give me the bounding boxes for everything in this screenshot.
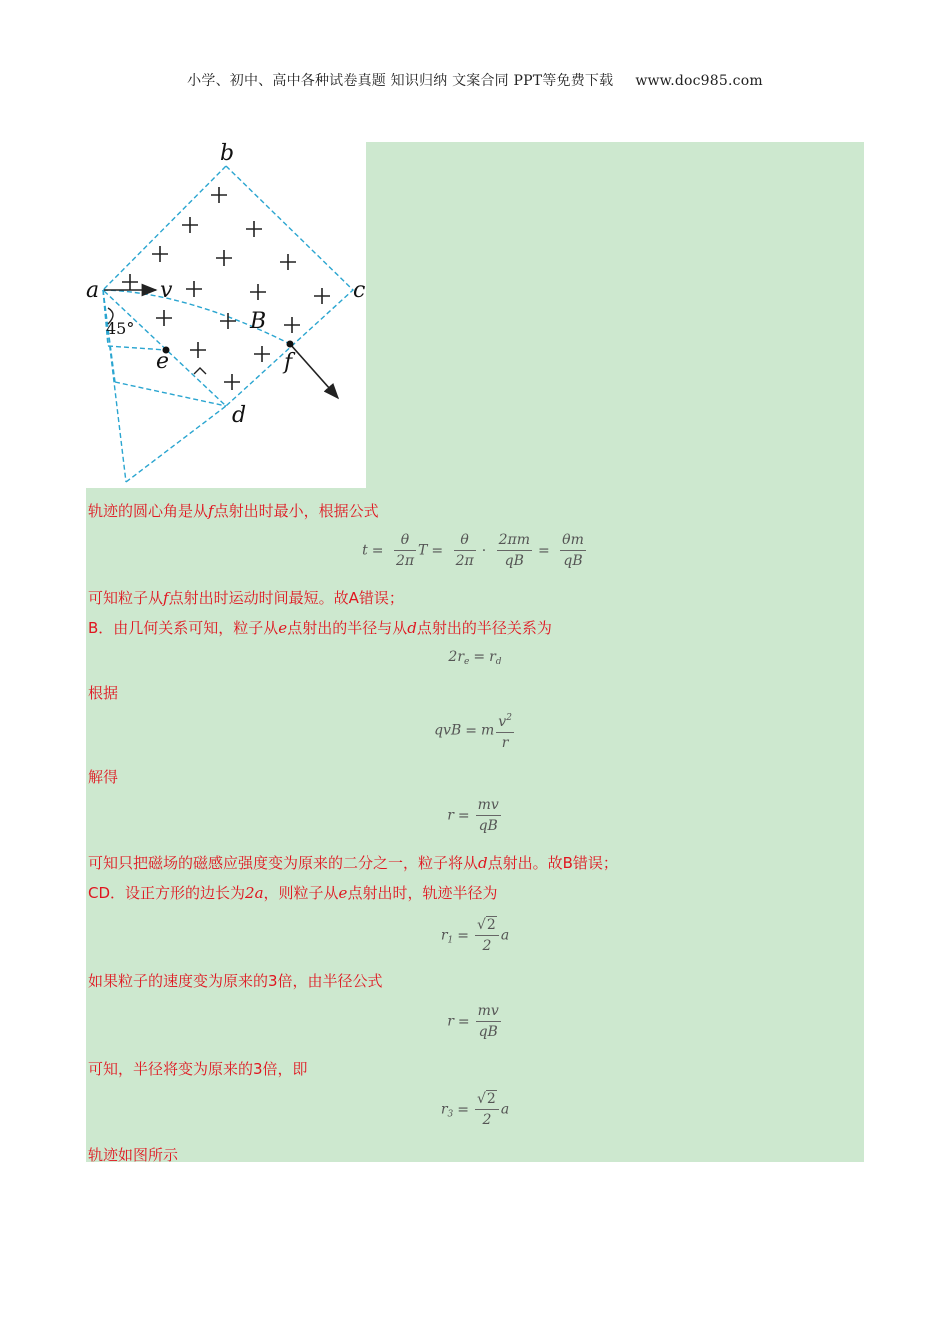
label-B: B [250, 309, 267, 334]
formula-radius-1: r = $\frac{mv}{qB}$ [447, 797, 499, 834]
text-line-5: 解得 [88, 768, 119, 786]
label-v: v [160, 278, 173, 303]
right-angle-mark [194, 368, 206, 374]
label-b: b [220, 142, 235, 166]
label-d: d [232, 403, 247, 428]
formula-lorentz: qvB = m $\frac{v^2}{r}$ [86, 710, 864, 751]
formula-radius-relation: $2r_e = r_d$ [448, 649, 502, 667]
text-line-7: CD．设正方形的边长为2a，则粒子从e点射出时，轨迹半径为 [88, 884, 498, 902]
formula-r1: $r_1$ = $\frac{√2}{2}$ a [440, 917, 510, 954]
text-line-9: 可知，半径将变为原来的3倍，即 [88, 1060, 308, 1078]
field-plus-signs [122, 187, 330, 390]
label-e: e [156, 349, 170, 374]
text-line-1: 轨迹的圆心角是从f点射出时最小，根据公式 [88, 502, 379, 520]
label-f: f [284, 350, 293, 375]
text-line-6: 可知只把磁场的磁感应强度变为原来的二分之一，粒子将从d点射出。故B错误； [88, 854, 618, 872]
text-line-8: 如果粒子的速度变为原来的3倍，由半径公式 [88, 972, 383, 990]
exit-velocity-arrow [290, 344, 338, 398]
text-line-4: 根据 [88, 684, 119, 702]
text-line-3: B．由几何关系可知，粒子从e点射出的半径与从d点射出的半径关系为 [88, 619, 552, 637]
label-a: a [86, 278, 100, 303]
page-header [0, 70, 950, 90]
text-line-10: 轨迹如图所示 [88, 1146, 179, 1164]
diagram-svg [86, 142, 366, 488]
text-line-2: 可知粒子从f点射出时运动时间最短。故A错误； [88, 589, 404, 607]
formula-radius-2: r = $\frac{mv}{qB}$ [447, 1003, 499, 1040]
formula-r3: $r_3$ = $\frac{√2}{2}$ a [440, 1091, 510, 1128]
header-text: 小学、初中、高中各种试卷真题 知识归纳 文案合同 PPT等免费下载 [187, 73, 614, 89]
point-f [287, 341, 294, 348]
square-boundary [103, 166, 353, 406]
formula-time: t = $\frac{\theta}{2\pi}$ T = $\frac{\theta}{2\pi}$ · $\frac{2\pi m}{qB}$ = $\frac{\theta m}{qB}$ [362, 532, 584, 569]
label-angle: 45° [106, 319, 135, 338]
physics-diagram [86, 142, 366, 488]
header-url: www.doc985.com [635, 73, 763, 89]
label-c: c [353, 278, 366, 303]
